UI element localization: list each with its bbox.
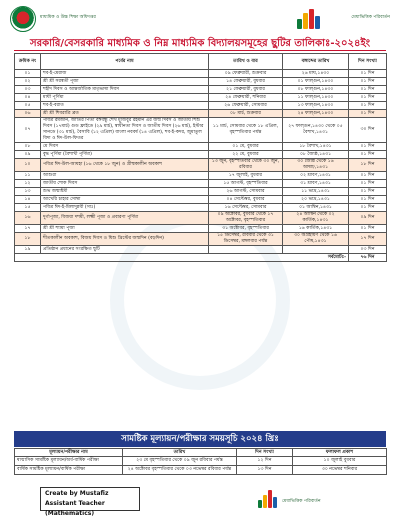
cell-event: মাঘী পূর্ণিমা [41,94,209,102]
cell-event: শ্রী শ্রী শ্যামা পূজা [41,225,209,233]
cell-days: ০১ দিন [349,78,387,86]
cell-bangla-date: ১৩ ফাল্গুন,১৪৩০ [283,102,349,110]
cell-days: ০১ দিন [349,94,387,102]
cell-serial: ১৬ [15,212,41,225]
cell-days: ০১ দিন [349,196,387,204]
header-right-text: মেধাভিত্তিক পরিবার্তন [351,15,390,20]
cell-days: ০১ দিন [349,70,387,78]
cell-event: দুর্গাপূজা, বিজয়া দশমী, লক্ষ্মী পূজা ও প্রবারণা পূর্ণিমা [41,212,209,225]
cell-result: ৩০ নভেম্বর শনিবার [293,466,387,475]
cell-serial: ০২ [15,78,41,86]
cell-event: পবিত্র ঈদ-উল-আযহা (১৬ থেকে ১৮ জুন) ও গ্রীষ্মকালীন অবকাশ [41,159,209,172]
cell-bangla-date [283,246,349,254]
col-result: ফলাফল প্রকাশ [293,449,387,457]
table-row [15,94,387,102]
campaign-logo [296,5,320,31]
exam-table [14,448,387,475]
col-bangla-date: বঙ্গাব্দের তারিখ [283,54,349,70]
col-serial: ক্রমিক নং [15,54,41,70]
cell-date: ১৬ সেপ্টেম্বর, সোমবার [209,204,283,212]
exam-title: সামষ্টিক মূল্যায়ন/পরীক্ষার সময়সূচি ২০২৪ খ্রিঃ [14,431,386,447]
cell-serial: ০১ [15,70,41,78]
cell-event: পবিত্র ঈদ-ই-মিলাদুন্নবী (সাঃ) [41,204,209,212]
cell-serial: ১২ [15,180,41,188]
credit-role: Assistant Teacher (Mathematics) [45,500,105,517]
cell-serial: ১৭ [15,225,41,233]
cell-serial: ১৮ [15,233,41,246]
table-row [15,225,387,233]
cell-bangla-date: ২৪ আশ্বিন থেকে ০২ কার্তিক,১৪৩১ [283,212,349,225]
cell-bangla-date: ২৬ মাঘ,১৪৩০ [283,70,349,78]
cell-bangla-date: ০১ ফাল্গুন,১৪৩০ [283,78,349,86]
table-row [15,180,387,188]
title-divider [14,50,386,51]
footer-campaign-logo [258,488,276,508]
cell-date: ২৪ ফেব্রুয়ারী, শনিবার [209,94,283,102]
cell-days: ০৯ দিন [349,212,387,225]
table-row [15,204,387,212]
table-row [15,78,387,86]
cell-date: ১৩ জুন, বৃহস্পতিবার থেকে ৩০ জুন, রবিবার [209,159,283,172]
cell-serial: ০৯ [15,151,41,159]
table-row [15,110,387,118]
cell-date: ২২ মে, বুধবার [209,151,283,159]
cell-date: ১১ মার্চ, সোমবার থেকে ১৮ এপ্রিল, বৃহস্পতিবার পর্যন্ত [209,118,283,143]
cell-days: ০১ দিন [349,204,387,212]
cell-date: ২৬ ফেব্রুয়ারী, সোমবার [209,102,283,110]
cell-bangla-date: ৩০ অগ্রহায়ণ থেকে ১৬ পৌষ,১৪৩১ [283,233,349,246]
cell-event: আশুরা [41,172,209,180]
table-row [15,70,387,78]
cell-bangla-date: ১১ ভাদ্র,১৪৩১ [283,188,349,196]
exam-table-header [15,449,387,457]
cell-days: ১৭ দিন [349,233,387,246]
cell-event: শব-ই-মেরাজ [41,70,209,78]
cell-days: ০১ দিন [349,172,387,180]
cell-serial: ০৭ [15,118,41,143]
cell-days: ০১ দিন [349,143,387,151]
cell-serial: ১৫ [15,204,41,212]
cell-date [209,246,283,254]
cell-date: ১৫ ডিসেম্বর, রবিবার থেকে ৩১ ডিসেম্বর, মঙ্গলবার পর্যন্ত [209,233,283,246]
cell-serial: ১০ [15,159,41,172]
cell-date: ০৯ ফেব্রুয়ারী, শুক্রবার [209,70,283,78]
cell-exam-name: ষাণ্মাসিক সামষ্টিক মূল্যায়ন/অর্ধ-বার্ষিক পরীক্ষা [15,457,123,466]
cell-event: শব-ই-বরাত [41,102,209,110]
cell-serial: ০৪ [15,94,41,102]
cell-bangla-date: ১৮ বৈশাখ,১৪৩১ [283,143,349,151]
footer-text: মেধাভিত্তিক পরিবার্তন [282,499,321,504]
credit-box [40,487,140,517]
holiday-table-header [15,54,387,70]
cell-bangla-date: ০৮ ফাল্গুন,১৪৩০ [283,86,349,94]
cell-date: ০৪ সেপ্টেম্বর, বুধবার [209,196,283,204]
cell-event: শহীদ দিবস ও আন্তর্জাতিক মাতৃভাষা দিবস [41,86,209,94]
cell-event: শীতকালীন অবকাশ, বিজয় দিবস ও যিশু খ্রিস্টের জন্মদিন (বড়দিন) [41,233,209,246]
cell-serial: ০৮ [15,143,41,151]
table-row [15,188,387,196]
cell-exam-date: ২৩ মে বৃহস্পতিবার থেকে ০৯ জুন রবিবার পর্যন্ত [123,457,237,466]
cell-exam-days: ১২ দিন [237,457,293,466]
table-row [15,466,387,475]
cell-days: ০১ দিন [349,86,387,94]
cell-serial: ১৩ [15,188,41,196]
table-row [15,159,387,172]
table-row [15,118,387,143]
cell-event: শ্রী শ্রী শিবরাত্রি ব্রত [41,110,209,118]
cell-bangla-date: ২০ ভাদ্র,১৪৩১ [283,196,349,204]
cell-event: মে দিবস [41,143,209,151]
cell-days: ০১ দিন [349,110,387,118]
table-row [15,212,387,225]
ministry-logo [10,6,36,32]
col-exam-days: দিন সংখ্যা [237,449,293,457]
cell-days: ৩০ দিন [349,118,387,143]
page-header [6,4,394,34]
cell-days: ০১ দিন [349,225,387,233]
header-left-text: মাধ্যমিক ও উচ্চ শিক্ষা অধিদপ্তর [40,15,96,20]
cell-result: ১০ জুলাই বুধবার [293,457,387,466]
cell-date: ২১ ফেব্রুয়ারী, বুধবার [209,86,283,94]
col-exam-date: তারিখ [123,449,237,457]
cell-serial: ১৪ [15,196,41,204]
total-value: ৭৬ দিন [349,254,387,262]
table-row [15,172,387,180]
total-label: সর্বমোটঃ- [15,254,349,262]
cell-date: ১৫ আগস্ট, বৃহস্পতিবার [209,180,283,188]
cell-serial: ০৬ [15,110,41,118]
cell-bangla-date: ০২ শ্রাবণ,১৪৩১ [283,172,349,180]
cell-exam-name: বার্ষিক সামষ্টিক মূল্যায়ন/বার্ষিক পরীক্ষা [15,466,123,475]
cell-days: ০৩ দিন [349,246,387,254]
cell-days: ০১ দিন [349,180,387,188]
cell-event: আখেরি চাহার সোম্বা [41,196,209,204]
table-row [15,143,387,151]
cell-date: ০৯ অক্টোবর, বুধবার থেকে ১৭ অক্টোবর, বৃহস্পতিবার [209,212,283,225]
cell-bangla-date: ০৮ জ্যৈষ্ঠ,১৪৩১ [283,151,349,159]
cell-date: ৩১ অক্টোবর, বৃহস্পতিবার [209,225,283,233]
page-title: সরকারি/বেসরকারি মাধ্যমিক ও নিম্ন মাধ্যমিক বিদ্যালয়সমূহের ছুটির তালিকাঃ-২০২৪ইং [29,38,371,49]
table-row [15,86,387,94]
cell-serial: ০৫ [15,102,41,110]
total-row [15,254,387,262]
cell-days: ১৮ দিন [349,159,387,172]
cell-days: ০১ দিন [349,151,387,159]
table-row [15,457,387,466]
cell-event: শ্রী শ্রী সরস্বতী পূজা [41,78,209,86]
cell-date: ০১ মে, বুধবার [209,143,283,151]
table-row [15,246,387,254]
cell-bangla-date: ৩০ জ্যৈষ্ঠ থেকে ১৬ আষাঢ়,১৪৩১ [283,159,349,172]
cell-event: প্রতিষ্ঠান প্রধানের সংরক্ষিত ছুটি [41,246,209,254]
col-event: পর্বের নাম [41,54,209,70]
cell-bangla-date: ০১ আশ্বিন,১৪৩১ [283,204,349,212]
cell-date: ০৮ মার্চ, শুক্রবার [209,110,283,118]
cell-bangla-date: ১৬ কার্তিক,১৪৩১ [283,225,349,233]
cell-bangla-date: ২৪ ফাল্গুন,১৪৩০ [283,110,349,118]
cell-bangla-date: ৩১ শ্রাবণ,১৪৩১ [283,180,349,188]
cell-bangla-date: ১১ ফাল্গুন,১৪৩০ [283,94,349,102]
cell-event: শুভ জন্মাষ্টমী [41,188,209,196]
col-days: দিন সংখ্যা [349,54,387,70]
cell-event: বুদ্ধ পূর্ণিমা (বৈশাখী পূর্ণিমা) [41,151,209,159]
cell-date: ২৬ আগস্ট, সোমবার [209,188,283,196]
cell-days: ০১ দিন [349,102,387,110]
cell-event: জাতীয় শোক দিবস [41,180,209,188]
col-date: তারিখ ও বার [209,54,283,70]
col-exam-name: মূল্যায়ন/পরীক্ষার নাম [15,449,123,457]
table-row [15,151,387,159]
cell-date: ১৭ জুলাই, বুধবার [209,172,283,180]
cell-serial: ১১ [15,172,41,180]
credit-name: Create by Mustafiz [45,490,109,497]
cell-event: পবিত্র রমজান, জাতির পিতা বঙ্গবন্ধু শেখ মুজিবুর রহমান এর জন্ম দিবস ও জাতীয় শিশু দিবস (১৭মার্চ) গুড ফ্রাইডে (২৯ মার্চ), স্বাধীনতা দিবস ও জাতীয় দিবস (২৬ মার্চ), ইস্টার সানডে (৩১ মার্চ), বৈসাবি (১২ এপ্রিল) বাংলা নববর্ষ (১৪ এপ্রিল), শব-ই-কদর, জুমাতুল বিদা ও ঈদ-উল-ফিতর [41,118,209,143]
cell-exam-days: ১৩ দিন [237,466,293,475]
table-row [15,233,387,246]
cell-exam-date: ২৪ অক্টোবর বৃহস্পতিবার থেকে ০৩ নভেম্বর রবিবার পর্যন্ত [123,466,237,475]
holiday-table [14,53,387,262]
table-row [15,102,387,110]
cell-bangla-date: ২৭ ফাল্গুন,১৪৩০ থেকে ০৫ বৈশাখ,১৪৩১ [283,118,349,143]
cell-serial: ০৩ [15,86,41,94]
cell-date: ১৪ ফেব্রুয়ারী, বুধবার [209,78,283,86]
table-row [15,196,387,204]
cell-serial: ১৯ [15,246,41,254]
cell-days: ০১ দিন [349,188,387,196]
